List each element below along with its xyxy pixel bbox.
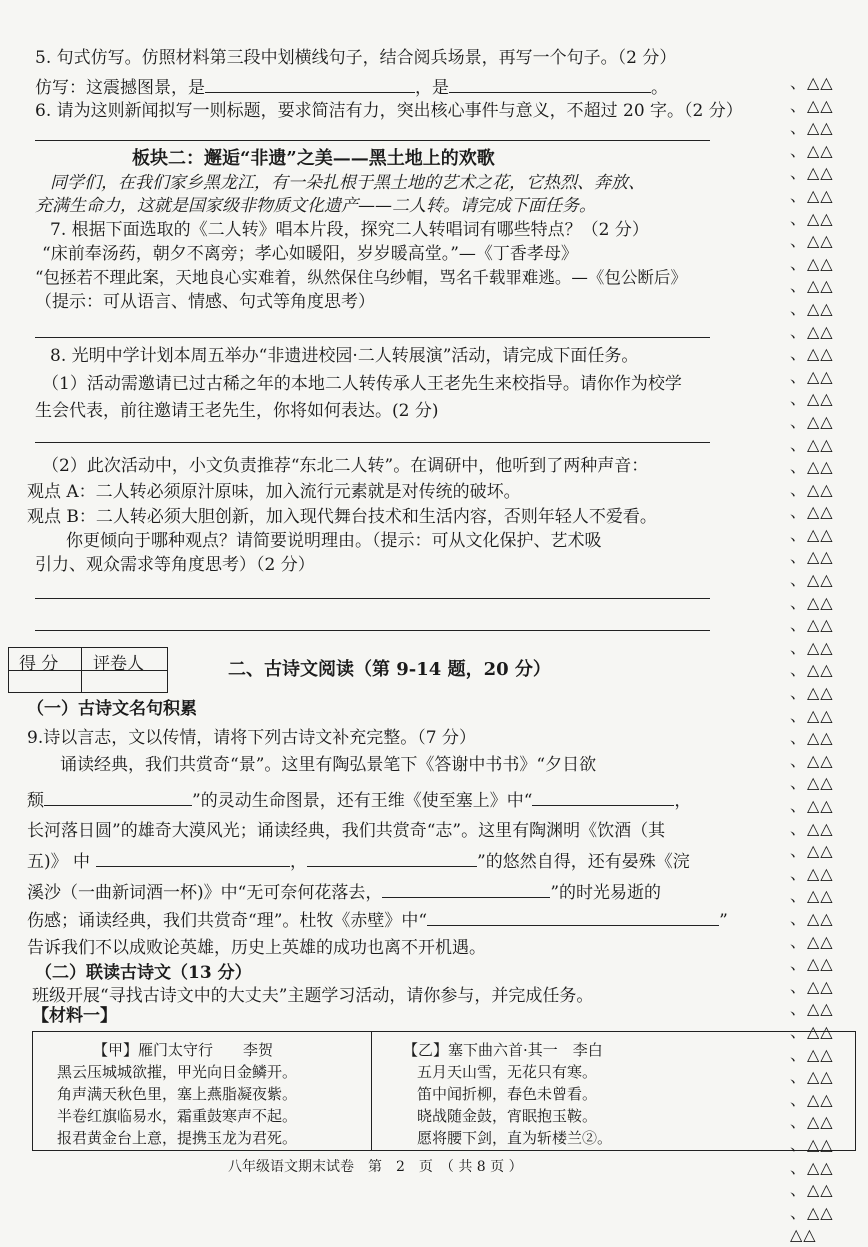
q5-prefix: 仿写：这震撼图景，是 xyxy=(35,78,205,98)
q5-prompt: 5. 句式仿写。仿照材料第三段中划横线句子，结合阅兵场景，再写一个句子。（2 分） xyxy=(35,48,677,68)
margin-mark: 、△△ xyxy=(790,818,834,838)
margin-mark: 、△△ xyxy=(790,253,834,273)
margin-binding-marks xyxy=(790,72,866,1247)
q9-text-2: 颓 ”的灵动生命图景，还有王维《使至塞上》中“ ， xyxy=(27,791,692,811)
margin-mark: 、△△ xyxy=(790,615,834,635)
score-label: 得 分 xyxy=(19,654,59,674)
margin-mark: 、△△ xyxy=(790,366,834,386)
q8-ask-2: 引力、观众需求等角度思考）（2 分） xyxy=(35,555,315,575)
poem-b-line: 五月天山雪，无花只有寒。 xyxy=(417,1063,598,1081)
reviewer-label: 评卷人 xyxy=(93,654,144,674)
q9-blank-5[interactable] xyxy=(382,881,550,898)
page-footer: 八年级语文期末试卷 第 2 页 （ 共 8 页 ） xyxy=(228,1159,523,1175)
q5-end: 。 xyxy=(651,78,668,98)
q9-text-6: 伤感；诵读经典，我们共赏奇“理”。杜牧《赤壁》中“ ” xyxy=(27,911,728,931)
q8-view-a: 观点 A：二人转必须原汁原味，加入流行元素就是对传统的破坏。 xyxy=(27,482,521,502)
section2-part2: （二）联读古诗文（13 分） xyxy=(35,963,252,983)
margin-mark: 、△△ xyxy=(790,863,834,883)
block2-intro-1: 同学们，在我们家乡黑龙江，有一朵扎根于黑土地的艺术之花，它热烈、奔放、 xyxy=(50,173,645,193)
q8-view-b: 观点 B：二人转必须大胆创新，加入现代舞台技术和生活内容，否则年轻人不爱看。 xyxy=(27,507,657,527)
activity-intro: 班级开展“寻找古诗文中的大丈夫”主题学习活动，请你参与，并完成任务。 xyxy=(32,986,594,1006)
margin-mark: 、△△ xyxy=(790,344,834,364)
margin-mark: 、△△ xyxy=(790,1089,834,1109)
block2-title: 板块二：邂逅“非遗”之美——黑土地上的欢歌 xyxy=(132,148,495,169)
margin-mark: 、△△ xyxy=(790,637,834,657)
margin-mark: 、△△ xyxy=(790,276,834,296)
margin-mark: 、△△ xyxy=(790,185,834,205)
material-label: 【材料一】 xyxy=(32,1006,117,1026)
poem-b-line: 晓战随金鼓，宵眠抱玉鞍。 xyxy=(417,1107,598,1125)
q8-ask-1: 你更倾向于哪种观点？请简要说明理由。（提示：可从文化保护、艺术吸 xyxy=(66,531,602,551)
margin-mark: 、△△ xyxy=(790,1180,834,1200)
q9-text-5: 溪沙（一曲新词酒一杯)》中“无可奈何花落去， ”的时光易逝的 xyxy=(27,883,662,903)
margin-mark: 、△△ xyxy=(790,886,834,906)
q8-prompt: 8. 光明中学计划本周五举办“非遗进校园·二人转展演”活动，请完成下面任务。 xyxy=(50,346,639,366)
margin-mark: 、△△ xyxy=(790,660,834,680)
margin-mark: 、△△ xyxy=(790,118,834,138)
margin-mark: 、△△ xyxy=(790,976,834,996)
q7-quote-1: “床前奉汤药，朝夕不离旁；孝心如暖阳，岁岁暖高堂。”—《丁香孝母》 xyxy=(42,244,578,264)
q5-blank-1[interactable] xyxy=(205,76,415,93)
margin-mark: 、△△ xyxy=(790,931,834,951)
poem-a-line: 角声满天秋色里，塞上燕脂凝夜紫。 xyxy=(57,1085,298,1103)
q9-text-4: 五)》 中 ， ”的悠然自得，还有晏殊《浣 xyxy=(27,852,690,872)
poem-a-line: 黑云压城城欲摧，甲光向日金鳞开。 xyxy=(57,1063,298,1081)
margin-mark: 、△△ xyxy=(790,592,834,612)
margin-mark: 、△△ xyxy=(790,728,834,748)
q8-part2-answer-line-1[interactable] xyxy=(35,598,710,599)
q9-blank-4[interactable] xyxy=(307,850,477,867)
margin-mark: 、△△ xyxy=(790,773,834,793)
margin-mark: 、△△ xyxy=(790,841,834,861)
q9-prompt: 9.诗以言志，文以传情，请将下列古诗文补充完整。（7 分） xyxy=(27,728,476,748)
q9-text-7: 告诉我们不以成败论英雄，历史上英雄的成功也离不开机遇。 xyxy=(27,938,486,958)
section2-part1: （一）古诗文名句积累 xyxy=(27,699,197,719)
poem-box xyxy=(32,1031,856,1151)
poem-a-line: 半卷红旗临易水，霜重鼓寒声不起。 xyxy=(57,1107,298,1125)
q7-prompt: 7. 根据下面选取的《二人转》唱本片段，探究二人转唱词有哪些特点？（2 分） xyxy=(50,220,649,240)
margin-mark: 、△△ xyxy=(790,570,834,590)
margin-mark: 、△△ xyxy=(790,140,834,160)
q7-hint: （提示：可从语言、情感、句式等角度思考） xyxy=(35,292,375,312)
margin-mark: 、△△ xyxy=(790,163,834,183)
margin-mark: 、△△ xyxy=(790,502,834,522)
q8-part1-b: 生会代表，前往邀请王老先生，你将如何表达。(2 分) xyxy=(35,401,439,421)
q9-blank-3[interactable] xyxy=(96,850,290,867)
q9-blank-1[interactable] xyxy=(44,789,192,806)
margin-mark: 、△△ xyxy=(790,1157,834,1177)
q5-imitation-line xyxy=(35,76,668,99)
margin-mark: 、△△ xyxy=(790,411,834,431)
margin-mark: 、△△ xyxy=(790,1202,834,1222)
margin-mark: 、△△ xyxy=(790,796,834,815)
margin-mark: 、△△ xyxy=(790,750,834,770)
margin-mark: 、△△ xyxy=(790,73,834,92)
margin-mark: 、△△ xyxy=(790,457,834,477)
q6-answer-line[interactable] xyxy=(35,140,710,141)
margin-mark: 、△△ xyxy=(790,524,834,544)
margin-mark: 、△△ xyxy=(790,547,834,567)
margin-mark: 、△△ xyxy=(790,908,834,928)
margin-mark: 、△△ xyxy=(790,1044,834,1064)
margin-mark: 、△△ xyxy=(790,1134,834,1154)
q5-mid: ，是 xyxy=(415,78,449,98)
q9-text-3: 长河落日圆”的雄奇大漠风光；诵读经典，我们共赏奇“志”。这里有陶渊明《饮酒（其 xyxy=(27,821,666,841)
poem-b-line: 愿将腰下剑，直为斩楼兰②。 xyxy=(417,1129,613,1147)
margin-mark: 、△△ xyxy=(790,321,834,341)
margin-mark: △△ xyxy=(790,1225,817,1245)
q9-blank-6[interactable] xyxy=(427,909,719,926)
margin-mark: 、△△ xyxy=(790,389,834,409)
margin-mark: 、△△ xyxy=(790,434,834,454)
margin-mark: 、△△ xyxy=(790,1021,834,1041)
margin-mark: 、△△ xyxy=(790,705,834,725)
margin-mark: 、△△ xyxy=(790,683,834,703)
margin-mark: 、△△ xyxy=(790,95,834,115)
block2-intro-2: 充满生命力，这就是国家级非物质文化遗产——二人转。请完成下面任务。 xyxy=(35,196,596,216)
q8-part1-a: （1）活动需邀请已过古稀之年的本地二人转传承人王老先生来校指导。请你作为校学 xyxy=(42,374,682,394)
section2-title: 二、古诗文阅读（第 9-14 题，20 分） xyxy=(228,659,551,680)
q7-answer-line[interactable] xyxy=(35,337,710,338)
margin-mark: 、△△ xyxy=(790,999,834,1019)
q8-part2-a: （2）此次活动中，小文负责推荐“东北二人转”。在调研中，他听到了两种声音： xyxy=(42,456,649,476)
q8-part1-answer-line[interactable] xyxy=(35,442,710,443)
poem-a-line: 报君黄金台上意，提携玉龙为君死。 xyxy=(57,1129,298,1147)
q6-prompt: 6. 请为这则新闻拟写一则标题，要求简洁有力，突出核心事件与意义，不超过 20 字。（2 分） xyxy=(35,101,743,121)
margin-mark: 、△△ xyxy=(790,1112,834,1132)
margin-mark: 、△△ xyxy=(790,1067,834,1087)
margin-mark: 、△△ xyxy=(790,231,834,251)
poem-b-line: 笛中闻折柳，春色未曾看。 xyxy=(417,1085,598,1103)
margin-mark: 、△△ xyxy=(790,479,834,499)
poem-a-header: 【甲】雁门太守行 李贺 xyxy=(93,1041,274,1059)
q9-text-1: 诵读经典，我们共赏奇“景”。这里有陶弘景笔下《答谢中书书》“夕日欲 xyxy=(60,755,597,775)
score-table xyxy=(8,647,168,693)
q8-part2-answer-line-2[interactable] xyxy=(35,630,710,631)
margin-mark: 、△△ xyxy=(790,954,834,974)
q7-quote-2: “包拯若不理此案，天地良心实难着，纵然保住乌纱帽，骂名千载罪难逃。—《包公断后》 xyxy=(35,268,687,287)
poem-b-header: 【乙】塞下曲六首·其一 李白 xyxy=(403,1041,603,1059)
margin-mark: 、△△ xyxy=(790,298,834,318)
margin-mark: 、△△ xyxy=(790,208,834,228)
q9-blank-2[interactable] xyxy=(532,789,674,806)
q5-blank-2[interactable] xyxy=(449,76,651,93)
